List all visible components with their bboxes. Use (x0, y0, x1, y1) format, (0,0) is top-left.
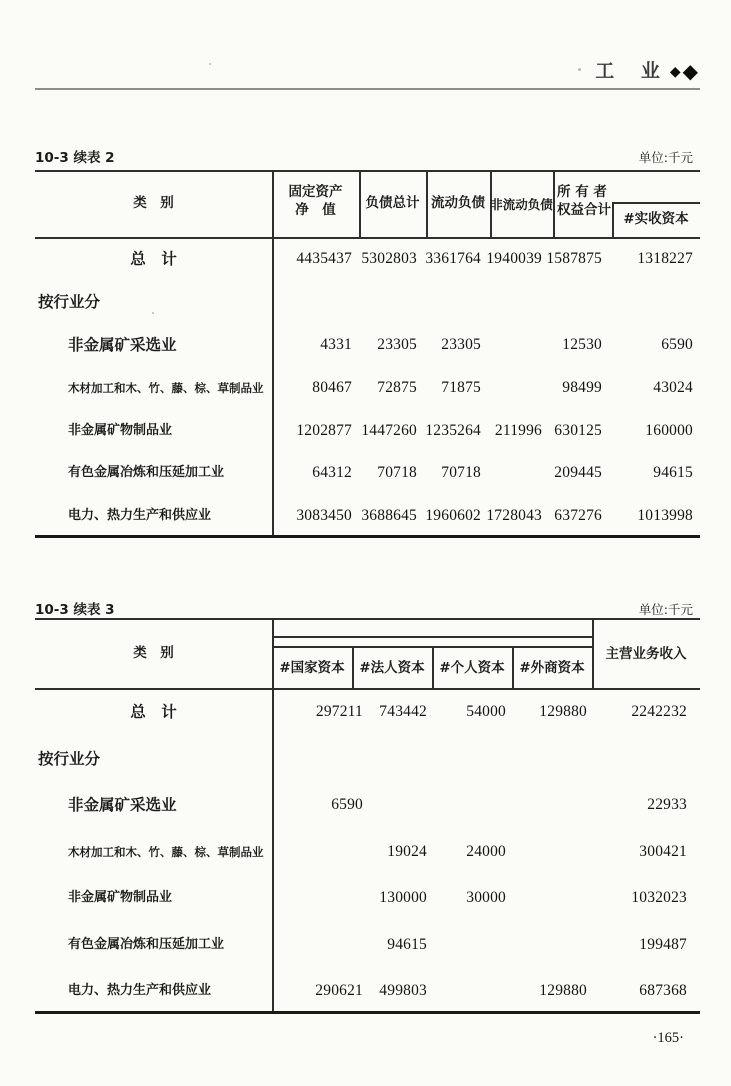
cell-value: 23305 (377, 336, 417, 353)
table1-row-total (35, 250, 700, 268)
table1-header-total-liabilities: 负债总计 (365, 195, 420, 211)
row-label: 电力、热力生产和供应业 (68, 983, 212, 998)
table2-header-personal-capital: #个人资本 (439, 660, 505, 676)
cell-value: 70718 (441, 464, 481, 481)
scan-speck (209, 63, 211, 65)
table2-row (35, 982, 700, 1000)
table1-header-fixed-assets-line1: 固定资产 (288, 184, 343, 200)
row-label: 木材加工和木、竹、藤、棕、草制品业 (68, 381, 264, 395)
cell-value: 6590 (661, 336, 693, 353)
cell-value: 72875 (377, 379, 417, 396)
row-label: 非金属矿物制品业 (68, 423, 173, 438)
cell-value: 5302803 (361, 250, 417, 267)
cell-value: 129880 (539, 982, 587, 999)
table1-header-owner-equity (557, 184, 613, 219)
cell-value: 70718 (377, 464, 417, 481)
cell-value: 160000 (645, 422, 693, 439)
cell-value: 300421 (639, 843, 687, 860)
table2-header-foreign-capital: #外商资本 (519, 660, 585, 676)
cell-value: 1202877 (296, 422, 352, 439)
cell-value: 130000 (379, 889, 427, 906)
row-label: 按行业分 (38, 293, 101, 311)
row-label: 按行业分 (38, 750, 101, 768)
table1-header-fixed-assets-line2: 净 值 (295, 201, 336, 218)
cell-value: 3083450 (296, 507, 352, 524)
cell-value: 1032023 (631, 889, 687, 906)
diamond-icon-large: ◆ (682, 59, 698, 83)
table2-top-border (35, 618, 700, 620)
cell-value: 12530 (562, 336, 602, 353)
page-masthead (595, 58, 698, 84)
table1-header-owner-equity-line2: 权益合计 (557, 201, 611, 218)
cell-value: 290621 (315, 982, 363, 999)
masthead-rule (35, 88, 700, 90)
cell-value: 30000 (466, 889, 506, 906)
cell-value: 129880 (539, 703, 587, 720)
cell-value: 297211 (315, 703, 363, 720)
cell-value: 3688645 (361, 507, 417, 524)
table1-header-paid-in-capital: #实收资本 (623, 211, 689, 227)
table2-row-total (35, 703, 700, 721)
row-label: 有色金属冶炼和压延加工业 (68, 465, 225, 480)
table2-row (35, 936, 700, 954)
cell-value: 80467 (312, 379, 352, 396)
cell-value: 743442 (379, 703, 427, 720)
table2-row (35, 843, 700, 861)
scan-speck (152, 312, 154, 314)
cell-value: 94615 (387, 936, 427, 953)
table1-header-fixed-assets (272, 184, 359, 219)
table1-row (35, 507, 700, 525)
table2-header-legal-person-capital: #法人资本 (359, 660, 425, 676)
table1-row (35, 379, 700, 397)
row-label: 非金属矿采选业 (68, 336, 177, 354)
diamond-icon-small: ◆ (669, 64, 681, 80)
cell-value: 1013998 (637, 507, 693, 524)
cell-value: 1318227 (637, 250, 693, 267)
cell-value: 637276 (554, 507, 602, 524)
cell-value: 22933 (647, 796, 687, 813)
cell-value: 1728043 (486, 507, 542, 524)
cell-value: 43024 (653, 379, 693, 396)
cell-value: 6590 (331, 796, 363, 813)
cell-value: 687368 (639, 982, 687, 999)
cell-value: 1960602 (425, 507, 481, 524)
row-label: 总 计 (130, 703, 177, 721)
row-label: 非金属矿采选业 (68, 796, 177, 814)
table1-caption: 10-3 续表 2 (35, 150, 115, 166)
table2-header-main-business-revenue: 主营业务收入 (605, 646, 687, 662)
cell-value: 199487 (639, 936, 687, 953)
cell-value: 71875 (441, 379, 481, 396)
table1-paidin-box-top (612, 202, 700, 204)
row-label: 电力、热力生产和供应业 (68, 508, 212, 523)
table1-header-stub: 类 别 (133, 195, 174, 211)
table2-row (35, 889, 700, 907)
cell-value: 64312 (312, 464, 352, 481)
table2-caption: 10-3 续表 3 (35, 602, 115, 618)
table1-header-owner-equity-line1: 所 有 者 (557, 184, 607, 200)
cell-value: 630125 (554, 422, 602, 439)
cell-value: 2242232 (631, 703, 687, 720)
table2-bottom-border (35, 1011, 700, 1014)
table1-row-group (35, 293, 700, 311)
cell-value: 98499 (562, 379, 602, 396)
cell-value: 19024 (387, 843, 427, 860)
cell-value: 499803 (379, 982, 427, 999)
cell-value: 1235264 (425, 422, 481, 439)
table1-unit: 单位:千元 (638, 150, 693, 165)
table1-row (35, 464, 700, 482)
table2-header-state-capital: #国家资本 (279, 660, 345, 676)
cell-value: 3361764 (425, 250, 481, 267)
row-label: 总 计 (130, 250, 177, 268)
cell-value: 1940039 (486, 250, 542, 267)
cell-value: 23305 (441, 336, 481, 353)
table1-col-divider (553, 170, 555, 237)
cell-value: 94615 (653, 464, 693, 481)
cell-value: 1587875 (546, 250, 602, 267)
section-title: 工 业 (595, 60, 670, 82)
table1-header-current-liabilities: 流动负债 (431, 195, 485, 211)
cell-value: 4435437 (296, 250, 352, 267)
table1-header-noncurrent-liabilities: 非流动负债 (490, 197, 553, 212)
cell-value: 54000 (466, 703, 506, 720)
table1-row (35, 336, 700, 354)
table2-header-border (35, 688, 700, 690)
cell-value: 4331 (320, 336, 352, 353)
table1-header-border (35, 237, 700, 239)
cell-value: 1447260 (361, 422, 417, 439)
cell-value: 211996 (494, 422, 542, 439)
cell-value: 24000 (466, 843, 506, 860)
table2-header-stub: 类 别 (133, 645, 174, 661)
row-label: 木材加工和木、竹、藤、棕、草制品业 (68, 845, 264, 859)
table1-row (35, 422, 700, 440)
page-number: ·165· (652, 1030, 684, 1046)
table2-band-line-upper (272, 636, 594, 638)
table1-bottom-border (35, 535, 700, 538)
table1-top-border (35, 170, 700, 172)
row-label: 非金属矿物制品业 (68, 890, 173, 905)
scan-speck (578, 68, 581, 71)
table2-row-group (35, 750, 700, 768)
row-label: 有色金属冶炼和压延加工业 (68, 937, 225, 952)
cell-value: 209445 (554, 464, 602, 481)
table2-row (35, 796, 700, 814)
table2-unit: 单位:千元 (638, 602, 693, 617)
